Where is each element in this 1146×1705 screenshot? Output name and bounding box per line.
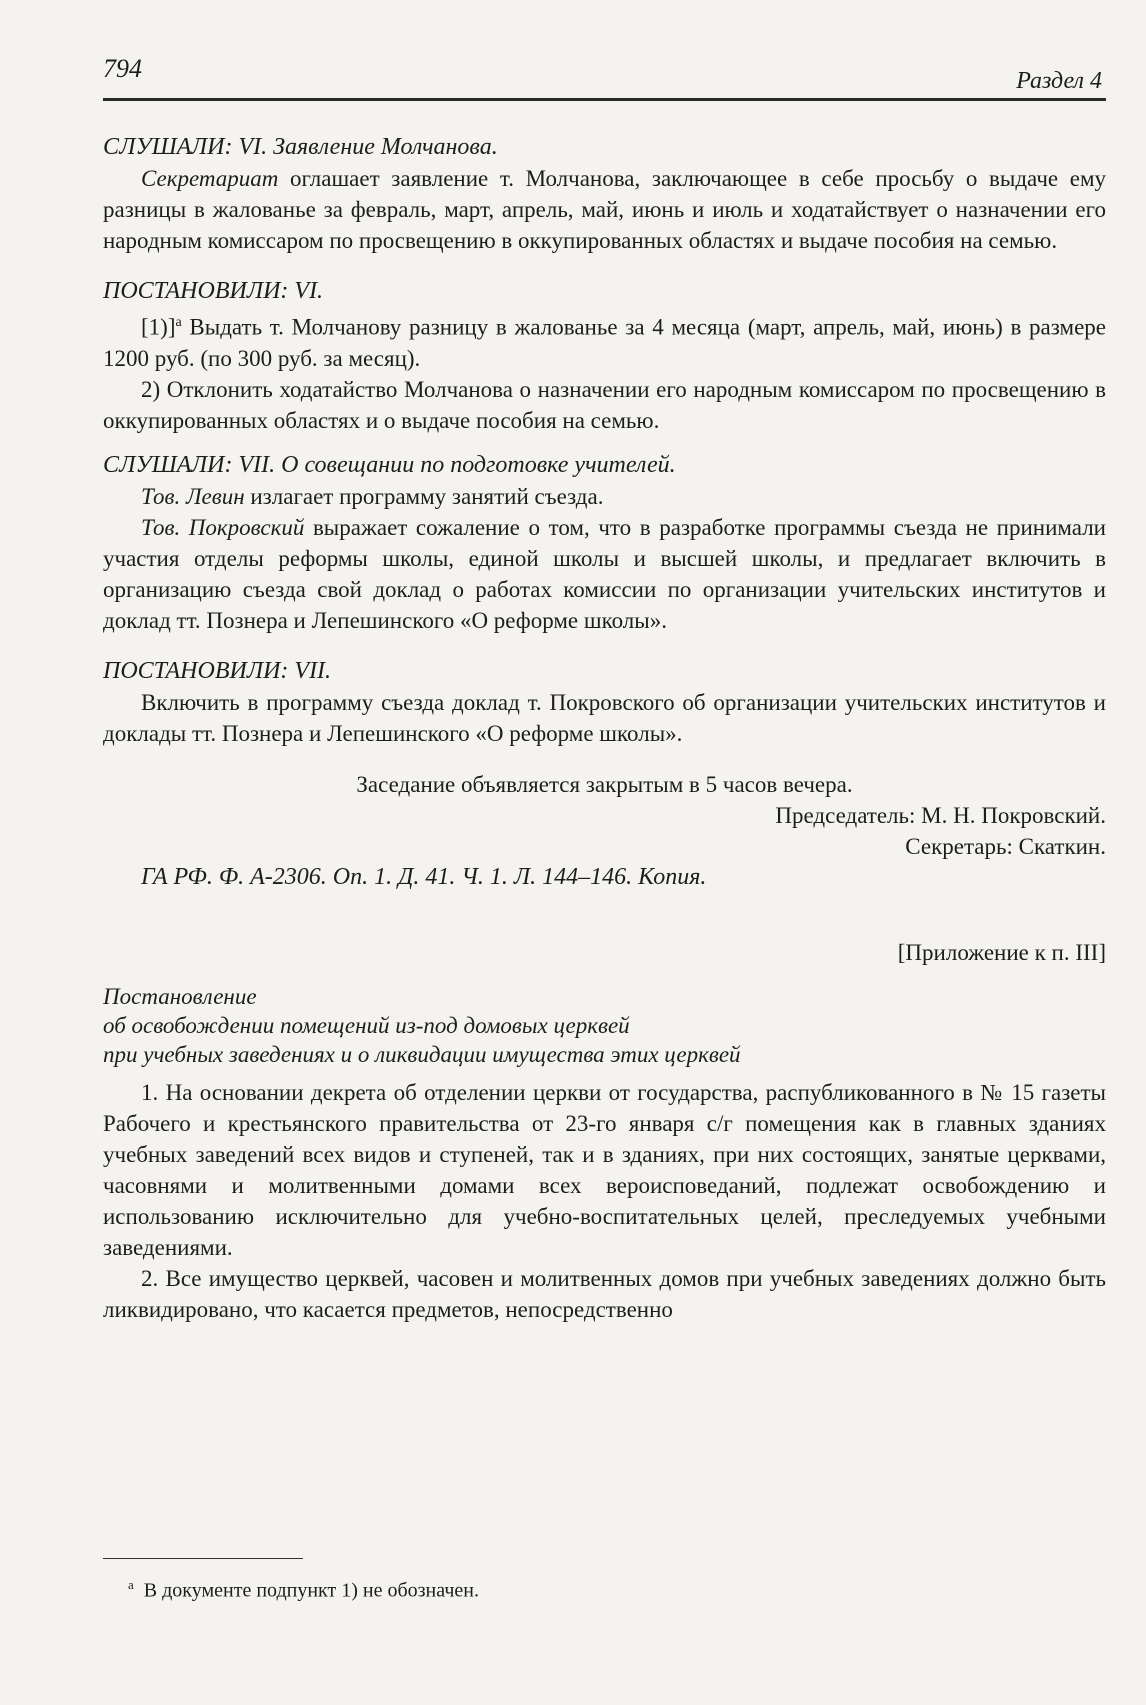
paragraph-text: об освобождении помещений из-под домовых церквей [103,1012,630,1038]
paragraph-13 [103,862,1106,893]
footnote-ref: а [175,315,182,330]
paragraph-text: 2. Все имущество церквей, часовен и молитвенных домов при учебных заведениях должно быть ликвидировано, что касается предметов, непосредственно [103,1265,1106,1322]
paragraph-11 [103,800,1106,831]
paragraph-text: оглашает заявление т. Молчанова, заключающее в себе просьбу о выдаче ему разницы в жалованье за февраль, март, апрель, май, июнь и июль и ходатайствует о назначении его народным комиссаром по просвещению в оккупированных областях и выдаче пособия на семью. [103,166,1106,253]
paragraph-15 [103,982,1106,1011]
paragraph-text: [Приложение к п. III] [897,939,1106,965]
footnote-marker: а [128,1577,134,1592]
paragraph-4 [103,374,1106,436]
page-number: 794 [103,54,142,83]
paragraph-19 [103,1263,1106,1325]
paragraph-18 [103,1077,1106,1263]
paragraph-16 [103,1011,1106,1040]
paragraph-lead: Тов. Левин [141,483,245,509]
paragraph-text: Постановление [103,983,257,1009]
footnote-text: В документе подпункт 1) не обозначен. [143,1579,479,1602]
paragraph-lead: Секретариат [141,166,279,191]
paragraph-text: Включить в программу съезда доклад т. Покровского об организации учительских институтов и доклады тт. Познера и Лепешинского «О реформе школы». [103,689,1106,746]
paragraph-text: ПОСТАНОВИЛИ: VI. [103,278,324,304]
paragraph-0 [103,132,1106,163]
paragraph-text: СЛУШАЛИ: VII. О совещании по подготовке учителей. [103,451,676,478]
paragraph-17 [103,1040,1106,1069]
paragraph-text: выражает сожаление о том, что в разработке программы съезда не принимали участия отделы реформы школы, единой школы и высшей школы, и предлагает включить в организацию съезда свой доклад о работах комиссии по организации учительских институтов и доклад тт. Познера и Лепешинского «О реформе школы». [103,514,1106,633]
paragraph-text: Выдать т. Молчанову разницу в жалованье за 4 месяца (март, апрель, май, июнь) в размере 1200 руб. (по 300 руб. за месяц). [103,314,1106,371]
paragraph-lead: [1)] [141,314,176,340]
footnote [128,1577,479,1603]
paragraph-10 [103,769,1106,800]
paragraph-6 [103,481,1106,512]
paragraph-text: при учебных заведениях и о ликвидации имущества этих церквей [103,1041,741,1067]
paragraph-12 [103,831,1106,862]
paragraph-text: ПОСТАНОВИЛИ: VII. [103,657,332,684]
paragraph-9 [103,687,1106,749]
paragraph-8 [103,656,1106,687]
paragraph-text: 1. На основании декрета об отделении церкви от государства, распубликованного в № 15 газеты Рабочего и крестьянского правительства от 23-го января с/г помещения как в главных зданиях учебных заведений всех видов и ступеней, так и в зданиях, при них состоящих, занятые церквами, часовнями и молитвенными домами всех вероисповеданий, подлежат освобождению и использованию исключительно для учебно-воспитательных целей, преследуемых учебными заведениями. [103,1079,1106,1260]
paragraph-text: Председатель: М. Н. Покровский. [775,802,1106,828]
paragraph-5 [103,450,1106,481]
footnote-divider [103,1558,303,1559]
paragraph-text: Заседание объявляется закрытым в 5 часов вечера. [356,771,853,797]
paragraph-text: излагает программу занятий съезда. [244,483,604,509]
paragraph-2 [103,276,1106,307]
paragraph-text: 2) Отклонить ходатайство Молчанова о назначении его народным комиссаром по просвещению в оккупированных областях и о выдаче пособия на семью. [103,376,1106,433]
paragraph-14 [103,937,1106,968]
paragraph-text: СЛУШАЛИ: VI. Заявление Молчанова. [103,134,498,160]
paragraph-7 [103,512,1106,636]
paragraph-3 [103,307,1106,374]
running-header [103,52,1106,101]
main-text [103,132,1106,1325]
paragraph-text: Секретарь: Скаткин. [905,833,1106,859]
section-title: Раздел 4 [1016,68,1102,94]
paragraph-text: ГА РФ. Ф. А-2306. Оп. 1. Д. 41. Ч. 1. Л. 144–146. Копия. [141,863,707,890]
paragraph-1 [103,163,1106,256]
paragraph-lead: Тов. Покровский [141,514,305,540]
